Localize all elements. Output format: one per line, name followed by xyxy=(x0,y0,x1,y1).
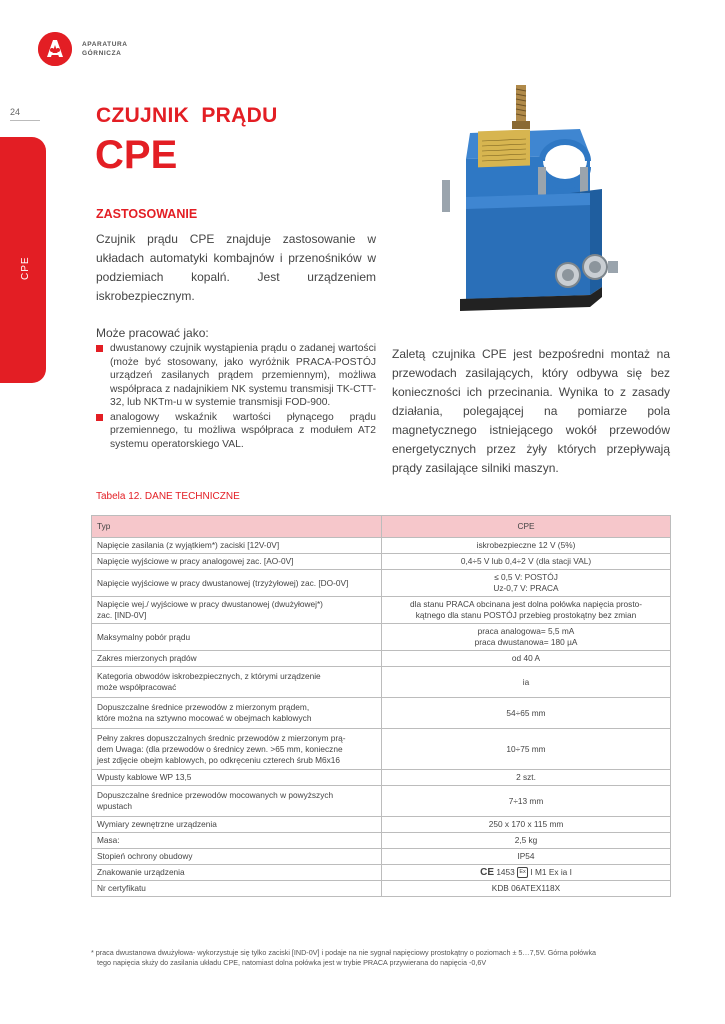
footnote-line: tego napięcia służy do zasilania układu CPE, natomiast dolna połówka jest w trybie PRACA przywierana do napięcia -0,6V xyxy=(97,957,487,967)
table-row xyxy=(92,833,671,849)
row-value: 2 szt. xyxy=(382,770,671,786)
row-param-line: dem Uwaga: (dla przewodów o średnicy zewn. >65 mm, konieczne xyxy=(97,743,343,754)
row-value: od 40 A xyxy=(382,651,671,667)
title-line-1: CZUJNIK PRĄDU xyxy=(96,104,278,127)
bullet-list xyxy=(96,342,376,452)
bullet-square-icon xyxy=(96,414,103,421)
header-value: CPE xyxy=(382,516,671,538)
brand-name xyxy=(82,40,128,58)
row-param-line: Napięcie wej./ wyjściowe w pracy dwustanowej (dwużyłowej*) xyxy=(97,599,323,609)
row-value: IP54 xyxy=(382,849,671,865)
can-work-as-label: Może pracować jako: xyxy=(96,326,209,340)
table-row xyxy=(92,817,671,833)
row-value: iskrobezpieczne 12 V (5%) xyxy=(382,538,671,554)
row-param: Zakres mierzonych prądów xyxy=(92,651,382,667)
product-image xyxy=(430,85,620,315)
row-param: Nr certyfikatu xyxy=(92,881,382,897)
row-value-line: praca dwustanowa= 180 µA xyxy=(474,637,578,647)
table-caption: Tabela 12. DANE TECHNICZNE xyxy=(96,491,240,502)
advantage-paragraph: Zaletą czujnika CPE jest bezpośredni montaż na przewodach zasilających, który odbywa się bez konieczności ich przecinania. Wynika to z zasady działania, polegającej na pomiarze pola magnetycznego istniejącego wokół przewodów energetycznych przez żyły których przepływają prądy zasilające silniki maszyn. xyxy=(392,347,670,475)
row-param-line: Dopuszczalne średnice przewodów mocowanych w powyższych xyxy=(97,790,334,800)
row-value: 2,5 kg xyxy=(382,833,671,849)
table-row xyxy=(92,667,671,698)
row-param: Masa: xyxy=(92,833,382,849)
row-value xyxy=(382,570,671,597)
table-row xyxy=(92,729,671,770)
table-row xyxy=(92,770,671,786)
spec-table xyxy=(91,515,671,897)
row-value-line: kątnego dla stanu POSTÓJ przebieg prostokątny bez zmian xyxy=(415,610,637,620)
notified-body-number: 1453 xyxy=(496,867,515,877)
row-param: Znakowanie urządzenia xyxy=(92,865,382,881)
row-param xyxy=(92,729,382,770)
row-param xyxy=(92,597,382,624)
row-param: Wymiary zewnętrzne urządzenia xyxy=(92,817,382,833)
table-footnote xyxy=(91,948,676,967)
title-line-2: CPE xyxy=(95,133,178,177)
table-row xyxy=(92,786,671,817)
page-number-rule xyxy=(10,120,40,121)
table-header-row xyxy=(92,516,671,538)
table-row xyxy=(92,698,671,729)
table-row xyxy=(92,570,671,597)
side-tab-label: CPE xyxy=(20,256,31,280)
list-item xyxy=(96,411,376,452)
table-row xyxy=(92,597,671,624)
brand-line-1: APARATURA xyxy=(82,41,128,48)
row-param: Stopień ochrony obudowy xyxy=(92,849,382,865)
ex-mark-icon: Ex xyxy=(517,867,528,878)
intro-paragraph: Czujnik prądu CPE znajduje zastosowanie w układach automatyki kombajnów i przenośników w podziemiach kopalń. Jest urządzeniem iskrobezpiecznym. xyxy=(96,232,376,303)
row-value: 10÷75 mm xyxy=(382,729,671,770)
row-param-line: które można na sztywno mocować w obejmach kablowych xyxy=(97,713,312,723)
row-value-line: Uz-0,7 V: PRACA xyxy=(493,583,559,593)
footnote-line: * praca dwustanowa dwużyłowa- wykorzystuje się tylko zaciski [IND-0V] i podaje na nie sygnał napięciowy prostokątny o poziomach ± 5…7,5V. Górna połówka xyxy=(91,948,597,957)
row-value: 250 x 170 x 115 mm xyxy=(382,817,671,833)
list-item-text: dwustanowy czujnik wystąpienia prądu o zadanej wartości (może być stosowany, jako wyróżnik PRACA-POSTÓJ urządzeń zasilanych prądem przemiennym), możliwa współpraca z nadajnikiem NK systemu transmisji TK-CTT-32, lub NKTm-u w systemie transmisji FOD-900. xyxy=(110,343,376,408)
row-param: Napięcie wyjściowe w pracy analogowej zac. [AO-0V] xyxy=(92,554,382,570)
row-value: 0,4÷5 V lub 0,4÷2 V (dla stacji VAL) xyxy=(382,554,671,570)
row-value xyxy=(382,624,671,651)
row-param-line: Dopuszczalne średnice przewodów z mierzonym prądem, xyxy=(97,702,310,712)
row-param-line: jest zdjęcie obejm kablowych, po odkręceniu czterech śrub M6x16 xyxy=(97,754,341,765)
company-logo xyxy=(38,32,72,66)
section-heading: ZASTOSOWANIE xyxy=(96,207,198,221)
row-value: 54÷65 mm xyxy=(382,698,671,729)
brand-line-2: GÓRNICZA xyxy=(82,50,122,57)
list-item-text: analogowy wskaźnik wartości płynącego prądu przemiennego, tu możliwa współpraca z modułem AT2 systemu operatorskiego VAL. xyxy=(110,411,376,450)
page-number: 24 xyxy=(10,107,21,117)
row-param: Napięcie zasilania (z wyjątkiem*) zaciski [12V-0V] xyxy=(92,538,382,554)
bullet-square-icon xyxy=(96,345,103,352)
row-value-line: dla stanu PRACA obcinana jest dolna połówka napięcia prosto- xyxy=(410,599,642,609)
header-param: Typ xyxy=(92,516,382,538)
row-param-line: Pełny zakres dopuszczalnych średnic przewodów z mierzonym prą- xyxy=(97,732,346,743)
row-param: Napięcie wyjściowe w pracy dwustanowej (trzyżyłowej) zac. [DO-0V] xyxy=(92,570,382,597)
row-value xyxy=(382,597,671,624)
table-row xyxy=(92,849,671,865)
table-row xyxy=(92,881,671,897)
row-param xyxy=(92,698,382,729)
list-item xyxy=(96,342,376,410)
row-value-line: praca analogowa= 5,5 mA xyxy=(477,626,575,636)
row-param: Maksymalny pobór prądu xyxy=(92,624,382,651)
row-param-line: może współpracować xyxy=(97,682,177,692)
row-value xyxy=(382,865,671,881)
table-row xyxy=(92,554,671,570)
row-value: KDB 06ATEX118X xyxy=(382,881,671,897)
row-value-line: ≤ 0,5 V: POSTÓJ xyxy=(494,572,558,582)
table-row xyxy=(92,538,671,554)
row-value: ia xyxy=(382,667,671,698)
marking-text: I M1 Ex ia I xyxy=(530,867,572,877)
ce-mark-icon: CE xyxy=(480,867,494,878)
row-param xyxy=(92,667,382,698)
table-row xyxy=(92,624,671,651)
row-param xyxy=(92,786,382,817)
row-param: Wpusty kablowe WP 13,5 xyxy=(92,770,382,786)
table-row xyxy=(92,651,671,667)
row-param-line: zac. [IND-0V] xyxy=(97,610,147,620)
row-param-line: Kategoria obwodów iskrobezpiecznych, z którymi urządzenie xyxy=(97,671,321,681)
row-param-line: wpustach xyxy=(97,801,133,811)
table-row xyxy=(92,865,671,881)
row-value: 7÷13 mm xyxy=(382,786,671,817)
